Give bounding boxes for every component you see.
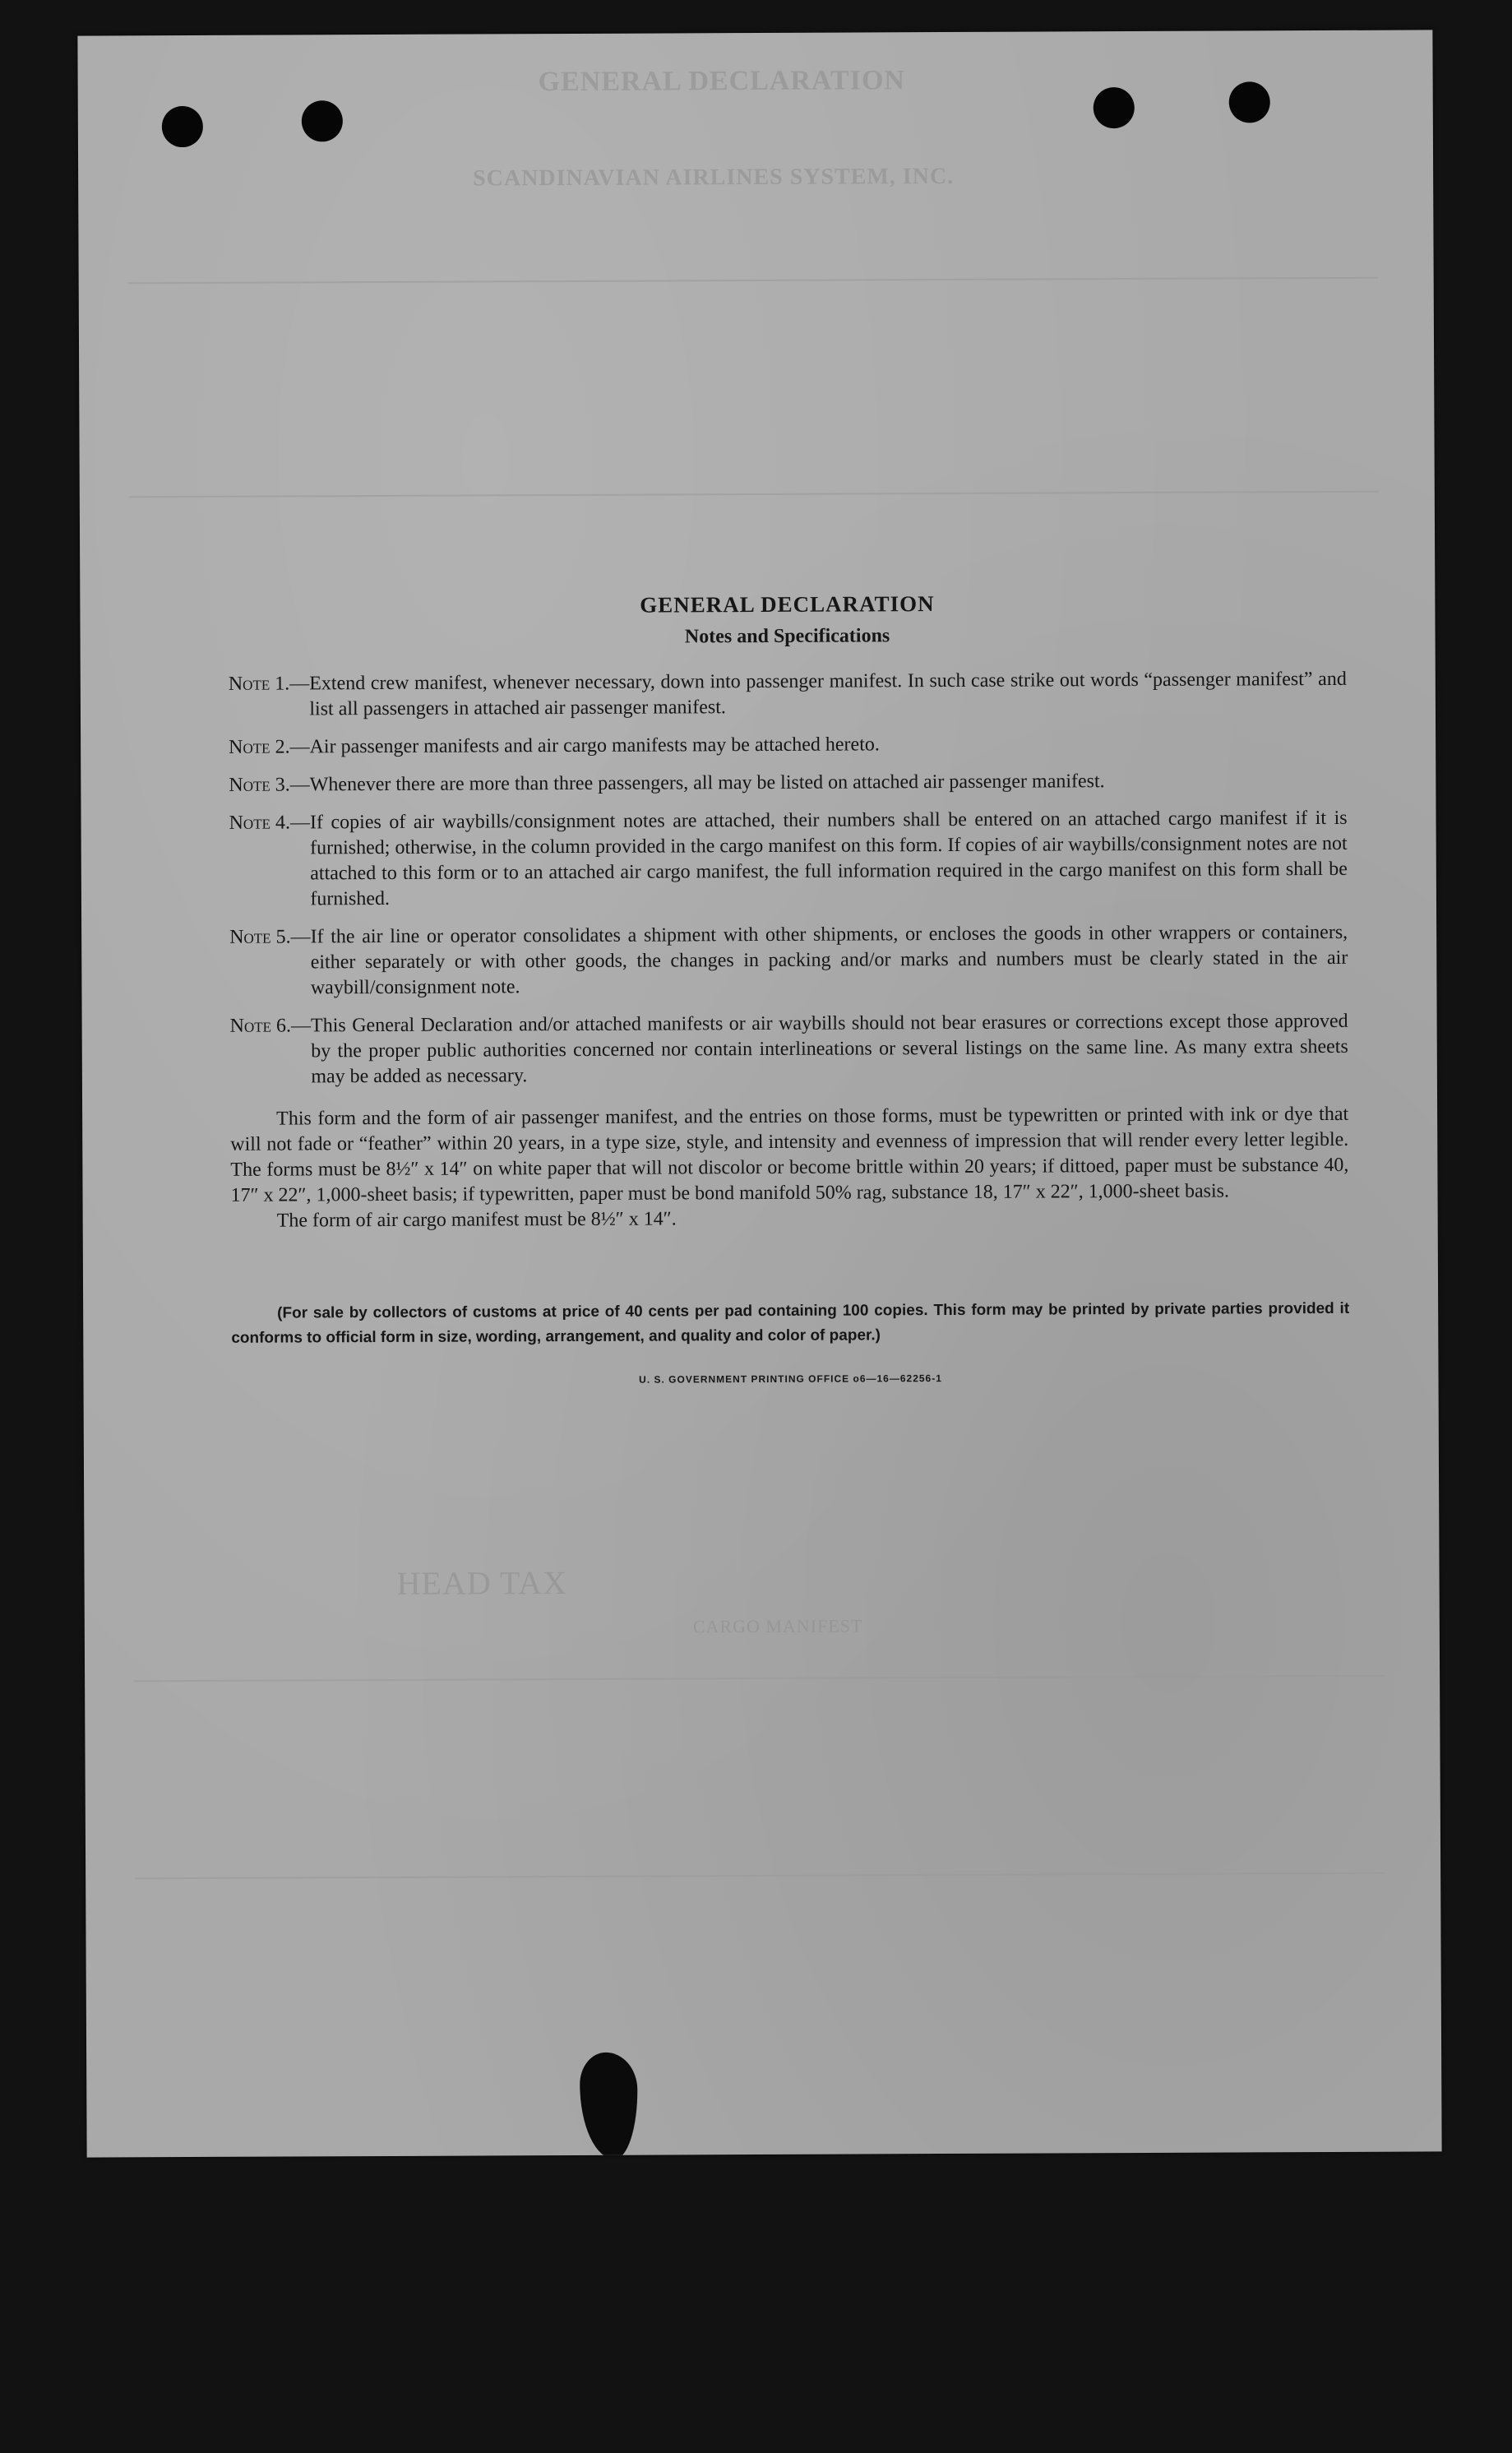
notes-section [228, 590, 1349, 1387]
page-subtitle: Notes and Specifications [684, 625, 890, 648]
note-2-dash: — [289, 736, 310, 758]
note-3-text: Whenever there are more than three passengers, all may be listed on attached air passenger manifest. [309, 771, 1105, 796]
note-4-label: Note 4. [229, 812, 291, 834]
note-6 [230, 1009, 1348, 1090]
bleed-through-operator: SCANDINAVIAN AIRLINES SYSTEM, INC. [473, 163, 955, 192]
note-2-text: Air passenger manifests and air cargo manifests may be attached hereto. [309, 734, 880, 758]
sale-notice: (For sale by collectors of customs at price of 40 cents per pad containing 100 copies. This form may be printed by private parties provided it conforms to official form in size, wording, arrangement, and quality and color of paper.) [231, 1299, 1350, 1347]
note-5-label: Note 5. [229, 926, 291, 948]
note-6-label: Note 6. [229, 1015, 292, 1037]
bleed-through-header: GENERAL DECLARATION [538, 65, 905, 98]
note-4-text: If copies of air waybills/consignment notes are attached, their numbers shall be entered on an attached cargo manifest if it is furnished; otherwise, in the column provided in the cargo manifest on this form. If copies of air waybills/consignment notes are not attached to this form or to an attached air cargo manifest, the full information required in the cargo manifest on this form shall be furnished. [309, 807, 1348, 910]
punch-hole-1 [162, 106, 203, 147]
note-6-dash: — [290, 1015, 312, 1037]
note-3-dash: — [289, 774, 310, 796]
punch-hole-4 [1229, 81, 1270, 123]
note-5 [229, 920, 1348, 1002]
note-5-dash: — [290, 926, 311, 948]
punch-hole-2 [302, 100, 343, 141]
note-1 [229, 667, 1347, 723]
note-1-dash: — [289, 673, 310, 695]
note-2 [229, 730, 1347, 761]
note-4 [229, 806, 1348, 913]
punch-hole-3 [1094, 87, 1135, 128]
ink-blot [580, 2053, 638, 2158]
bleed-through-rule-3 [134, 1675, 1384, 1682]
document-page [77, 30, 1441, 2157]
bleed-through-rule-1 [128, 277, 1378, 285]
form-specifications-paragraph: This form and the form of air passenger manifest, and the entries on those forms, must be typewritten or printed with ink or dye that will not fade or “feather” within 20 years, in a type size, style, and intensity and evenness of impression that will render every letter legible. The forms must be 8½″ x 14″ on white paper that will not discolor or become brittle within 20 years; if dittoed, paper must be substance 40, 17″ x 22″, 1,000-sheet basis; if typewritten, paper must be bond manifold 50% rag, substance 18, 17″ x 22″, 1,000-sheet basis. [230, 1103, 1349, 1206]
note-3 [229, 768, 1347, 798]
printer-imprint: U. S. GOVERNMENT PRINTING OFFICE o6—16—62256-1 [639, 1372, 942, 1386]
note-5-text: If the air line or operator consolidates a shipment with other shipments, or encloses the goods in other wrappers or containers, either separately or with other goods, the changes in packing and/or marks and numbers must be clearly stated in the air waybill/consignment note. [310, 921, 1348, 999]
note-2-label: Note 2. [229, 736, 290, 758]
bleed-through-cargo: CARGO MANIFEST [692, 1615, 863, 1637]
page-title: GENERAL DECLARATION [640, 591, 935, 618]
note-4-dash: — [289, 812, 311, 834]
note-1-text: Extend crew manifest, whenever necessary, down into passenger manifest. In such case strike out words “passenger manifest” and list all passengers in attached air passenger manifest. [309, 668, 1347, 720]
bleed-through-rule-2 [129, 491, 1379, 498]
cargo-manifest-size-line: The form of air cargo manifest must be 8½″ x 14″. [276, 1208, 677, 1232]
note-6-text: This General Declaration and/or attached manifests or air waybills should not bear erasures or corrections except those approved by the proper public authorities concerned nor contain interlineations or several listings on the same line. As many extra sheets may be added as necessary. [310, 1010, 1348, 1088]
note-1-label: Note 1. [228, 673, 290, 695]
bleed-through-rule-4 [135, 1872, 1385, 1880]
bleed-through-head-tax: HEAD TAX [396, 1564, 568, 1602]
note-3-label: Note 3. [229, 774, 290, 796]
